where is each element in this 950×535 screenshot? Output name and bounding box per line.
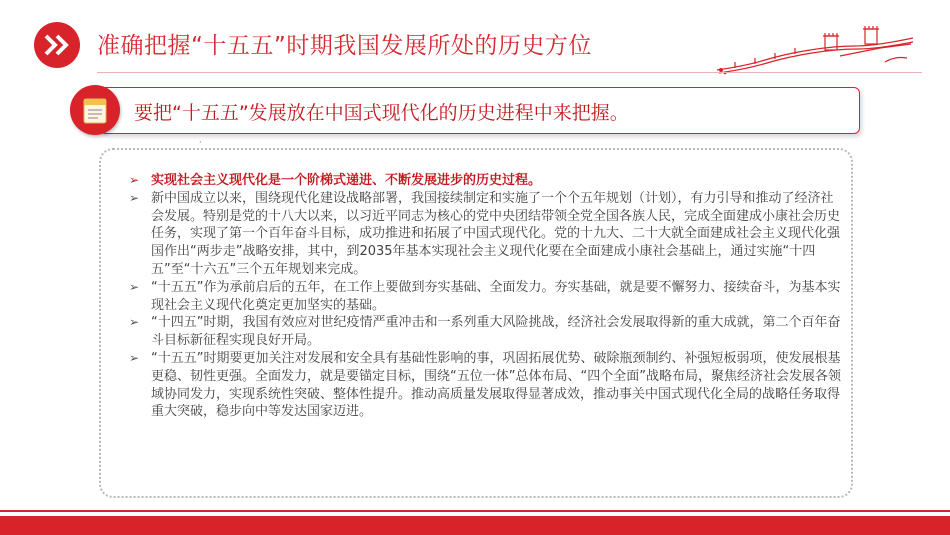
list-item: [129, 190, 844, 279]
arrow-bullet-icon: ➢: [129, 279, 140, 294]
content-box: [99, 148, 853, 498]
great-wall-icon: [715, 26, 915, 76]
notepad-badge: [70, 85, 120, 135]
subtitle-banner: [100, 87, 860, 134]
arrow-bullet-icon: ➢: [129, 315, 140, 330]
page-title: 准确把握“十五五”时期我国发展所处的历史方位: [97, 33, 592, 59]
list-item: [129, 172, 844, 190]
list-item-text: 新中国成立以来，围绕现代化建设战略部署，我国接续制定和实施了一个个五年规划（计划），有力引导和推动了经济社会发展。特别是党的十八大以来，以习近平同志为核心的党中央团结带领全党全国各族人民，完成全面建成小康社会历史任务，实现了第一个百年奋斗目标，成功推进和拓展了中国式现代化。党的十九大、二十大就全面建成社会主义现代化强国作出“两步走”战略安排，其中，到2035年基本实现社会主义现代化要在全面建成小康社会基础上，通过实施“十四五”至“十六五”三个五年规划来完成。: [151, 190, 841, 277]
logo-badge: [34, 22, 80, 68]
banner-text: 要把“十五五”发展放在中国式现代化的历史进程中来把握。: [134, 102, 629, 124]
arrow-bullet-icon: ➢: [129, 350, 140, 365]
bullet-list: [129, 172, 844, 421]
list-item-text: “十五五”时期要更加关注对发展和安全具有基础性影响的事，巩固拓展优势、破除瓶颈制约、补强短板弱项，使发展根基更稳、韧性更强。全面发力，就是要锚定目标，围绕“五位一体”总体布局、“四个全面”战略布局，聚焦经济社会发展各领域协同发力，实现系统性突破、整体性提升。推动高质量发展取得显著成效，推动事关中国式现代化全局的战略任务取得重大突破，稳步向中等发达国家迈进。: [151, 350, 841, 420]
header-divider: [97, 72, 922, 73]
arrow-bullet-icon: ➢: [129, 190, 140, 205]
list-item-text: “十五五”作为承前启后的五年，在工作上要做到夯实基础、全面发力。夯实基础，就是要不懈努力、接续奋斗，为基本实现社会主义现代化奠定更加坚实的基础。: [151, 279, 841, 313]
list-item-text: “十四五”时期，我国有效应对世纪疫情严重冲击和一系列重大风险挑战，经济社会发展取得新的重大成就，第二个百年奋斗目标新征程实现良好开局。: [151, 315, 841, 349]
footer-line: [0, 510, 950, 512]
list-item-text: 实现社会主义现代化是一个阶梯式递进、不断发展进步的历史过程。: [151, 173, 542, 188]
notepad-icon: [81, 95, 109, 125]
list-item: [129, 314, 844, 350]
list-item: [129, 279, 844, 315]
arrow-bullet-icon: ➢: [129, 173, 140, 187]
double-chevron-right-icon: [43, 33, 71, 57]
footer-bar: [0, 516, 950, 535]
list-item: [129, 350, 844, 421]
stray-dot: ·: [199, 138, 202, 147]
